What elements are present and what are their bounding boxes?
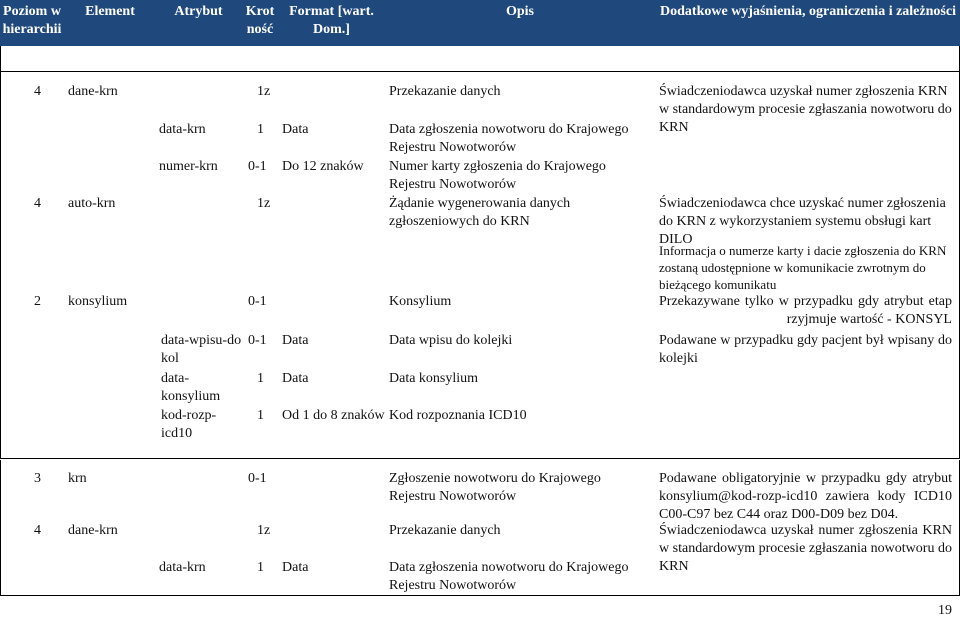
header-multiplicity: Krot ność [245,4,275,37]
row-multiplicity: 0-1 [248,471,267,486]
row-multiplicity: 1 [257,371,264,386]
row-format: Data [282,333,309,348]
row-multiplicity: 1z [257,84,271,99]
header-format: Format [wart. Dom.] [289,4,374,37]
row-multiplicity: 0-1 [248,333,267,348]
row-attribute: data-wpisu-do kol [161,333,242,366]
row-description: Data zgłoszenia nowotworu do Krajowego Rejestru Nowotworów [389,122,632,155]
row-multiplicity: 1 [257,560,264,575]
row-description: Konsylium [389,294,452,309]
page-number: 19 [938,603,952,618]
section-divider [0,458,960,459]
row-format: Do 12 znaków [282,159,364,174]
header-separator [0,71,960,72]
row-description: Zgłoszenie nowotworu do Krajowego Rejestru Nowotworów [389,471,605,504]
row-format: Data [282,560,309,575]
row-description: Data zgłoszenia nowotworu do Krajowego Rejestru Nowotworów [389,560,632,593]
header-description: Opis [505,4,534,19]
row-element: dane-krn [68,84,118,99]
row-multiplicity: 1 [257,122,264,137]
row-level: 3 [34,471,41,486]
table-border-left-2 [0,460,1,596]
row-notes: Świadczeniodawca uzyskał numer zgłoszenia KRN w standardowym procesie zgłaszania nowotworu do KRN [659,523,956,574]
row-level: 4 [34,196,41,211]
row-attribute: data- konsylium [161,371,221,404]
row-description: Numer karty zgłoszenia do Krajowego Rejestru Nowotworów [389,159,610,192]
header-attribute: Atrybut [174,4,223,19]
row-notes-extra: Informacja o numerze karty i dacie zgłoszenia do KRN zostaną udostępnione w komunikacie zwrotnym do bieżącego komunikatu [659,243,950,292]
row-description: Kod rozpoznania ICD10 [389,408,527,423]
row-description: Przekazanie danych [389,523,501,538]
row-multiplicity: 1 [257,408,264,423]
table-border-left [0,46,1,459]
row-notes: Podawane obligatoryjnie w przypadku gdy atrybut konsylium@kod-rozp-icd10 zawiera kody ICD10 C00-C97 bez C44 oraz D00-D09 bez D04. [659,471,956,522]
row-description: Przekazanie danych [389,84,501,99]
header-notes: Dodatkowe wyjaśnienia, ograniczenia i zależności [660,4,956,19]
row-format: Od 1 do 8 znaków [282,408,385,423]
row-notes: Świadczeniodawca chce uzyskać numer zgłoszenia do KRN z wykorzystaniem systemu obsługi kart DILO [659,196,950,247]
row-multiplicity: 1z [257,523,271,538]
row-attribute: numer-krn [159,159,218,174]
row-attribute: data-krn [159,560,206,575]
row-level: 4 [34,523,41,538]
row-notes: Świadczeniodawca uzyskał numer zgłoszenia KRN w standardowym procesie zgłaszania nowotworu do KRN [659,84,956,135]
row-element: dane-krn [68,523,118,538]
row-description: Żądanie wygenerowania danych zgłoszeniowych do KRN [389,196,574,229]
row-format: Data [282,122,309,137]
row-element: krn [68,471,87,486]
row-multiplicity: 0-1 [248,159,267,174]
table-bottom-border [0,595,960,596]
row-description: Data konsylium [389,371,479,386]
header-level: Poziom w hierarchii [2,4,62,37]
row-element: auto-krn [68,196,116,211]
row-element: konsylium [68,294,128,309]
row-notes: Podawane w przypadku gdy pacjent był wpisany do kolejki [659,333,956,366]
row-multiplicity: 1z [257,196,271,211]
row-description: Data wpisu do kolejki [389,333,513,348]
header-element: Element [85,4,135,19]
row-level: 4 [34,84,41,99]
row-format: Data [282,371,309,386]
row-notes: Przekazywane tylko w przypadku gdy atrybut etap rzyjmuje wartość - KONSYL [659,294,956,327]
row-attribute: kod-rozp- icd10 [161,408,217,441]
row-attribute: data-krn [159,122,206,137]
row-level: 2 [34,294,41,309]
row-multiplicity: 0-1 [248,294,267,309]
table-header [0,0,960,46]
